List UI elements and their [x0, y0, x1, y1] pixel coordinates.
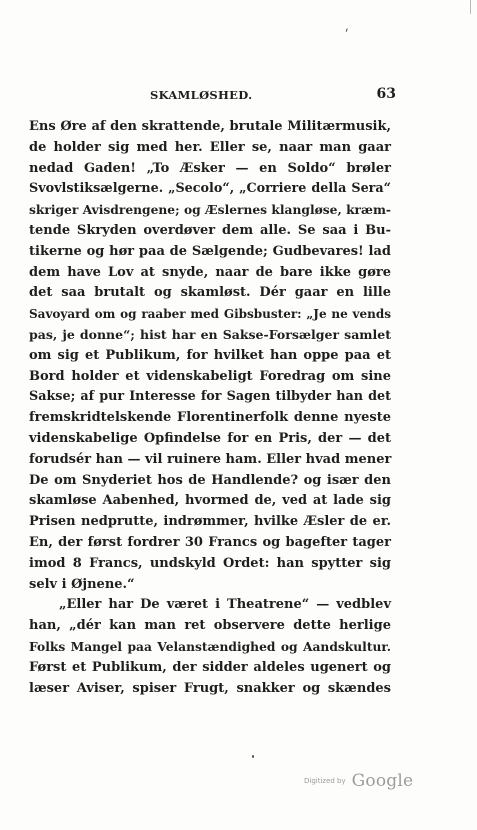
text-line: selv i Øjnene.“ — [29, 576, 135, 592]
digitized-watermark — [304, 771, 413, 791]
body-text — [29, 117, 391, 699]
page-number: 63 — [376, 86, 396, 102]
corner-mark: ' — [341, 25, 350, 41]
text-line: fremskridtelskende Florentinerfolk denne nyeste — [29, 410, 391, 426]
ink-speck — [252, 755, 254, 758]
text-line: Svovlstiksælgerne. „Secolo“, „Corriere della Sera“ — [29, 181, 391, 197]
text-line: dem have Lov at snyde, naar de bare ikke gøre — [29, 264, 391, 280]
text-line: nedad Gaden! „To Æsker — en Soldo“ brøler — [29, 160, 391, 176]
text-line: Først et Publikum, der sidder aldeles ugenert og — [29, 659, 391, 675]
text-line: Prisen nedprutte, indrømmer, hvilke Æsler de er. — [29, 514, 391, 530]
text-line: læser Aviser, spiser Frugt, snakker og skændes — [29, 680, 391, 696]
text-line: de holder sig med her. Eller se, naar man gaar — [29, 139, 391, 155]
text-line: skamløse Aabenhed, hvormed de, ved at lade sig — [29, 493, 391, 509]
text-line: han, „dér kan man ret observere dette herlige — [29, 618, 391, 634]
text-line: om sig et Publikum, for hvilket han oppe paa et — [29, 347, 391, 363]
text-line: En, der først fordrer 30 Francs og bagefter tager — [29, 534, 391, 550]
watermark-prefix: Digitized by — [304, 777, 346, 785]
running-title: SKAMLØSHED. — [150, 88, 253, 102]
text-line: „Eller har De været i Theatrene“ — vedblev — [59, 597, 391, 613]
text-line: tikerne og hør paa de Sælgende; Gudbevares! lad — [29, 243, 391, 259]
watermark-logo: Google — [351, 771, 414, 791]
text-line: pas, je donne“; hist har en Sakse-Forsælger samlet — [29, 326, 391, 342]
text-line: videnskabelige Opfindelse for en Pris, der — det — [29, 430, 391, 446]
text-line: Savoyard om og raaber med Gibsbuster: „Je ne vends — [29, 307, 391, 322]
text-line: det saa brutalt og skamløst. Dér gaar en lille — [29, 285, 391, 301]
text-line: Folks Mangel paa Velanstændighed og Aandskultur. — [29, 638, 391, 654]
text-line: imod 8 Francs, undskyld Ordet: han spytter sig — [29, 555, 391, 571]
text-line: skriger Avisdrengene; og Æslernes klangløse, kræm- — [29, 202, 391, 218]
text-line: Ens Øre af den skrattende, brutale Militærmusik, — [29, 119, 391, 134]
text-line: Sakse; af pur Interesse for Sagen tilbyder han det — [29, 389, 391, 405]
text-line: De om Snyderiet hos de Handlende? og især den — [29, 472, 391, 488]
text-line: forudsér han — vil ruinere ham. Eller hvad mener — [29, 451, 392, 467]
text-line: tende Skryden overdøver dem alle. Se saa i Bu- — [29, 222, 391, 238]
text-line: Bord holder et videnskabeligt Foredrag om sine — [29, 368, 391, 384]
page-edge-line — [470, 0, 471, 14]
